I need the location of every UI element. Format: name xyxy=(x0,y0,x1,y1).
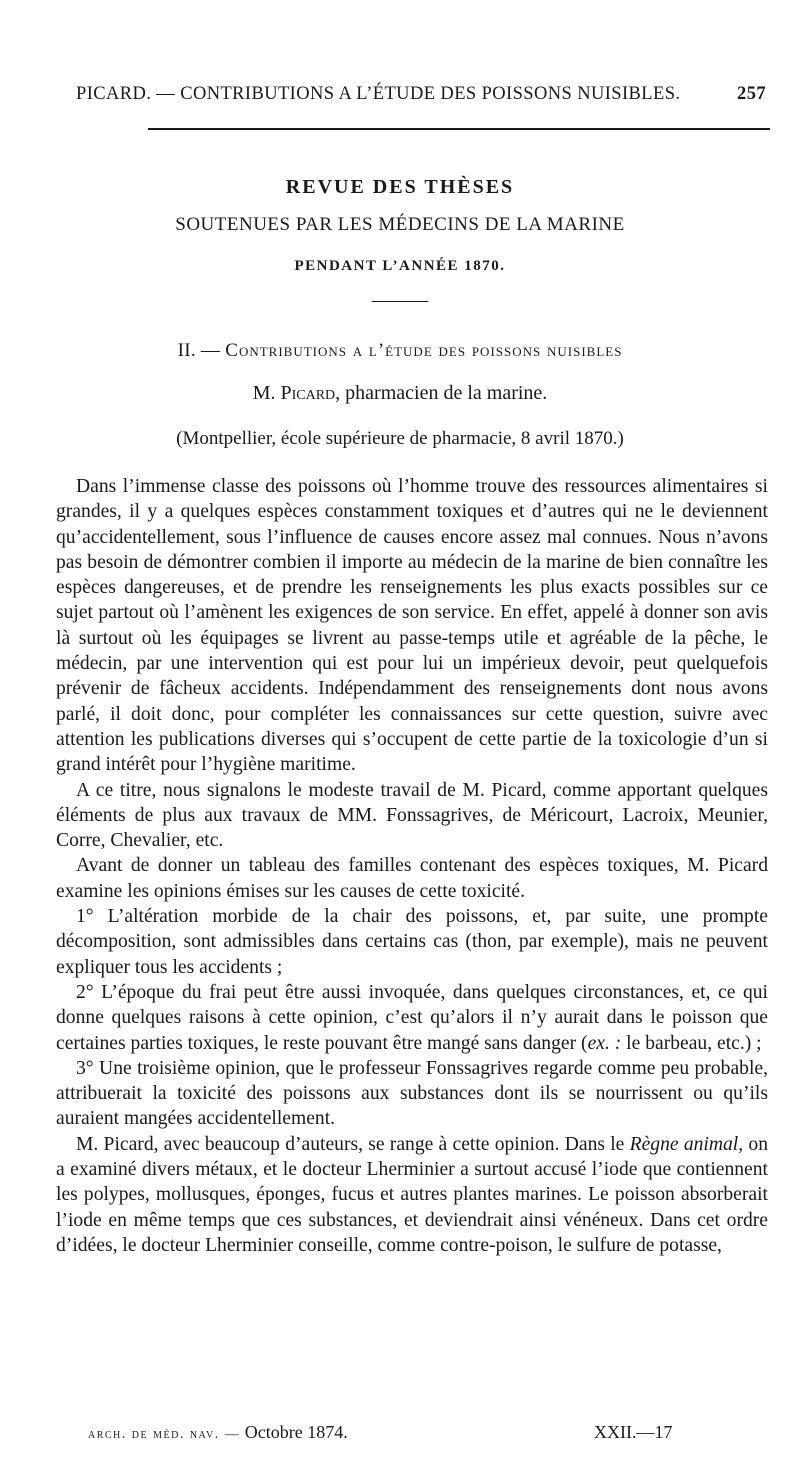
paragraph-4: 1° L’altération morbide de la chair des poissons, et, par suite, une prompte décomposition, sont admissibles dans certains cas (thon, par exemple), mais ne peuvent expliquer tous les accidents ; xyxy=(56,906,768,978)
paragraph-5-example: ex. : xyxy=(587,1032,622,1054)
section-title: REVUE DES THÈSES xyxy=(285,176,515,198)
article-title-text: Contributions a l’étude des poissons nuisibles xyxy=(225,340,623,361)
paragraph-5 xyxy=(56,980,768,1056)
short-rule xyxy=(372,301,428,302)
section-year: PENDANT L’ANNÉE 1870. xyxy=(294,258,506,274)
page-number: 257 xyxy=(737,84,766,104)
running-head-title: PICARD. — CONTRIBUTIONS A L’ÉTUDE DES POISSONS NUISIBLES. xyxy=(76,84,681,104)
page-footer xyxy=(88,1422,688,1443)
article-number: II. — xyxy=(177,340,221,361)
author-role: pharmacien de la marine. xyxy=(345,382,548,404)
paragraph-1: Dans l’immense classe des poissons où l’homme trouve des ressources alimentaires si grandes, il y a quelques espèces constamment toxiques et d’autres qui ne le deviennent qu’accidentellement, sous l’influence de causes encore assez mal connues. Nous n’avons pas besoin de démontrer combien il importe au médecin de la marine de bien connaître les espèces dangereuses, et de prendre les renseignements les plus exacts possibles sur ce sujet partout où l’amènent les exigences de son service. En effet, appelé à donner son avis là surtout où les équipages se livrent au passe-temps utile et agréable de la pêche, le médecin, par une intervention qui est pour lui un impérieux devoir, peut quelquefois prévenir de fâcheux accidents. Indépendamment des renseignements dont nous avons parlé, il doit donc, pour compléter les connaissances sur cette question, suivre avec attention les publications diverses qui s’occupent de cette partie de la toxicologie d’un si grand intérêt pour l’hygiène maritime. xyxy=(56,476,768,776)
paragraph-6: 3° Une troisième opinion, que le professeur Fonssagrives regarde comme peu probable, attribuerait la toxicité des poissons aux substances dont ils se nourrissent ou qu’ils auraient mangées accidentellement. xyxy=(56,1057,768,1130)
running-head xyxy=(76,84,766,105)
footer-journal: arch. de méd. nav. — xyxy=(88,1427,241,1442)
article-place: (Montpellier, école supérieure de pharmacie, 8 avril 1870.) xyxy=(176,428,624,449)
paragraph-7-start: M. Picard, avec beaucoup d’auteurs, se range à cette opinion. Dans le xyxy=(76,1133,630,1155)
paragraph-7-italic: Règne animal, xyxy=(629,1133,744,1155)
paragraph-7-end: on a examiné divers métaux, et le docteur Lherminier a surtout accusé l’iode que contiennent les polypes, mollusques, éponges, fucus et autres plantes marines. Le poisson absorberait l’iode en même temps que ces substances, et deviendrait ainsi vénéneux. Dans cet ordre d’idées, le docteur Lherminier conseille, comme contre-poison, le sulfure de potasse, xyxy=(56,1133,768,1256)
footer-signature: XXII.—17 xyxy=(594,1422,673,1442)
article-title xyxy=(0,340,800,362)
top-rule xyxy=(148,128,770,130)
paragraph-5-end: le barbeau, etc.) ; xyxy=(621,1032,762,1054)
paragraph-5-start: 2° L’époque du frai peut être aussi invoquée, dans quelques circonstances, et, ce qui donne quelques raisons à cette opinion, c’est qu’alors il n’y aurait dans le poisson que certaines parties toxiques, le reste pouvant être mangé sans danger ( xyxy=(56,981,768,1054)
article-body xyxy=(56,474,768,1258)
paragraph-3: Avant de donner un tableau des familles contenant des espèces toxiques, M. Picard examine les opinions émises sur les causes de cette toxicité. xyxy=(56,855,768,902)
article-author xyxy=(0,382,800,405)
paragraph-2: A ce titre, nous signalons le modeste travail de M. Picard, comme apportant quelques éléments de plus aux travaux de MM. Fonssagrives, de Méricourt, Lacroix, Meunier, Corre, Chevalier, etc. xyxy=(56,779,768,852)
paragraph-7 xyxy=(56,1132,768,1258)
section-subtitle: SOUTENUES PAR LES MÉDECINS DE LA MARINE xyxy=(175,214,625,235)
author-name: M. Picard, xyxy=(252,382,341,404)
footer-date: Octobre 1874. xyxy=(244,1422,348,1442)
